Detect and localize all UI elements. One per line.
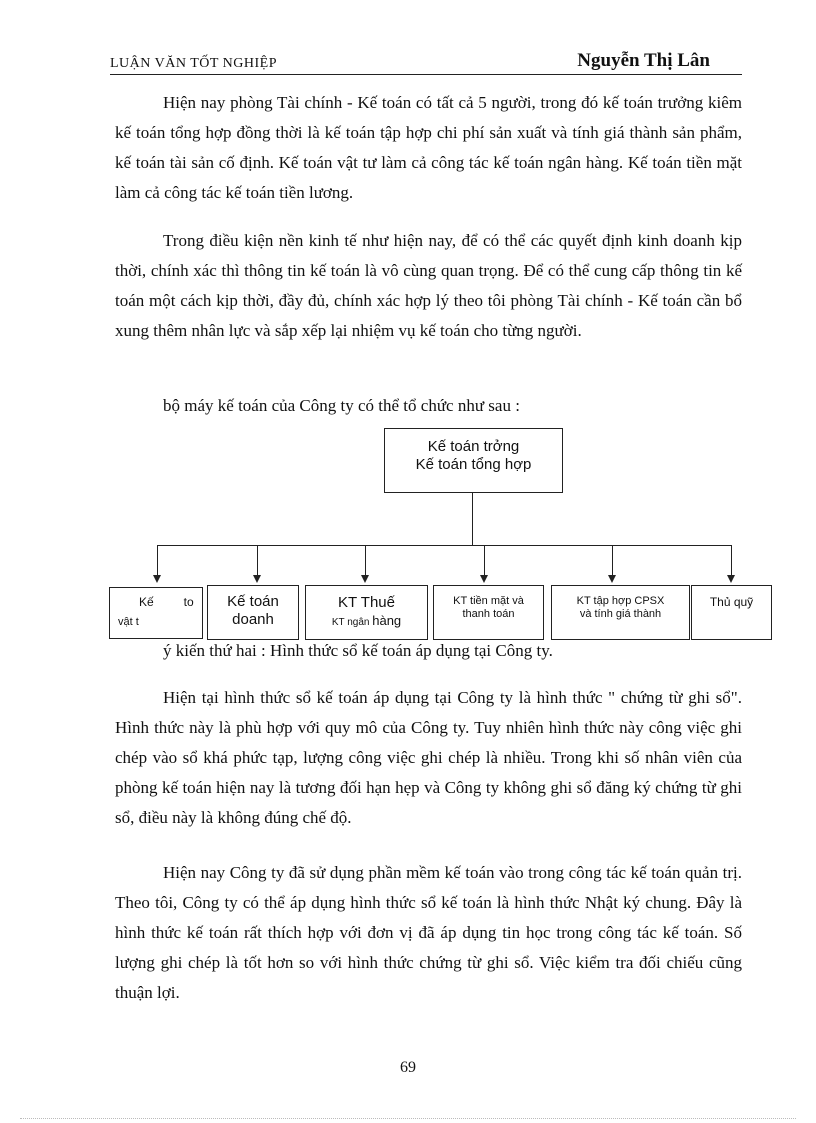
- arrow-down-6: [727, 575, 735, 583]
- org-box-cost-line1: KT tập hợp CPSX: [576, 595, 665, 607]
- header-rule: [110, 50, 742, 75]
- org-box-materials-line1: Kế to: [139, 595, 194, 609]
- arrow-down-3: [361, 575, 369, 583]
- paragraph-current-form: Hiện tại hình thức sổ kế toán áp dụng tại Công ty là hình thức " chứng từ ghi sổ". Hình thức này là phù hợp với quy mô của Công ty. Tuy nhiên hình thức này công việc ghi chép vào sổ khá phức tạp, lượng công việc ghi chép là nhiều. Trong khi số nhân viên của phòng kế toán hiện nay là tương đối hạn hẹp và Công ty không ghi sổ đăng ký chứng từ ghi sổ, điều này là không đúng chế độ.: [115, 688, 742, 827]
- paragraph-recommendation: Hiện nay Công ty đã sử dụng phần mềm kế toán vào trong công tác kế toán quản trị. Theo tôi, Công ty có thể áp dụng hình thức sổ kế toán là hình thức Nhật ký chung. Đây là hình thức kế toán rất thích hợp với đơn vị đã áp dụng tin học trong công tác kế toán. Số lượng ghi chép là tốt hơn so với hình thức chứng từ ghi sổ. Việc kiểm tra đối chiếu cũng thuận lợi.: [115, 863, 742, 1002]
- second-opinion-heading: ý kiến thứ hai : Hình thức sổ kế toán áp dụng tại Công ty.: [163, 641, 553, 660]
- connector-drop-3: [365, 545, 366, 575]
- connector-horizontal: [157, 545, 731, 546]
- arrow-down-4: [480, 575, 488, 583]
- org-box-cash: [433, 585, 544, 640]
- org-box-chief-line1: Kế toán trởng: [427, 438, 520, 455]
- page-number: 69: [400, 1059, 416, 1076]
- arrow-down-2: [253, 575, 261, 583]
- org-box-treasurer: [691, 585, 772, 640]
- page-bottom-border: [20, 1118, 796, 1119]
- org-box-cost-line2: và tính giá thành: [579, 608, 662, 620]
- org-box-materials-line2: vật t: [118, 616, 139, 628]
- connector-drop-4: [484, 545, 485, 575]
- header-author-name: Nguyễn Thị Lân: [577, 50, 710, 71]
- org-box-materials: [109, 587, 203, 639]
- org-box-revenue-line1: Kế toán: [227, 593, 279, 610]
- org-box-tax-line1: KT Thuế: [338, 594, 395, 611]
- org-box-tax: [305, 585, 428, 640]
- connector-trunk: [472, 492, 473, 545]
- connector-drop-6: [731, 545, 732, 575]
- org-box-cash-line1: KT tiền mặt và: [453, 595, 524, 607]
- connector-drop-1: [157, 545, 158, 575]
- org-box-revenue-line2: doanh: [232, 611, 274, 628]
- paragraph-staff: Hiện nay phòng Tài chính - Kế toán có tất cả 5 người, trong đó kế toán trưởng kiêm kế toán tổng hợp đồng thời là kế toán tập hợp chi phí sản xuất và tính giá thành sản phẩm, kế toán tài sản cố định. Kế toán vật tư làm cả công tác kế toán ngân hàng. Kế toán tiền mặt làm cả công tác kế toán tiền lương.: [115, 93, 742, 202]
- diagram-caption: bộ máy kế toán của Công ty có thể tổ chức như sau :: [163, 396, 520, 415]
- org-box-chief-accountant: [384, 428, 563, 493]
- header-thesis-title: LUẬN VĂN TỐT NGHIỆP: [110, 56, 277, 71]
- connector-drop-2: [257, 545, 258, 575]
- org-box-revenue: [207, 585, 299, 640]
- org-box-treasurer-line1: Thủ quỹ: [709, 595, 754, 609]
- org-box-tax-line2b: hàng: [372, 613, 402, 628]
- arrow-down-1: [153, 575, 161, 583]
- connector-drop-5: [612, 545, 613, 575]
- org-box-cash-line2: thanh toán: [462, 608, 515, 620]
- org-box-tax-line2a: KT ngân: [331, 617, 373, 628]
- arrow-down-5: [608, 575, 616, 583]
- org-box-chief-line2: Kế toán tổng hợp: [415, 456, 532, 473]
- org-box-cost: [551, 585, 690, 640]
- paragraph-information: Trong điều kiện nền kinh tế như hiện nay, để có thể các quyết định kinh doanh kịp thời, chính xác thì thông tin kế toán là vô cùng quan trọng. Để có thể cung cấp thông tin kế toán một cách kịp thời, đầy đủ, chính xác hợp lý theo tôi phòng Tài chính - Kế toán cần bổ xung thêm nhân lực và sắp xếp lại nhiệm vụ kế toán cho từng người.: [115, 231, 742, 340]
